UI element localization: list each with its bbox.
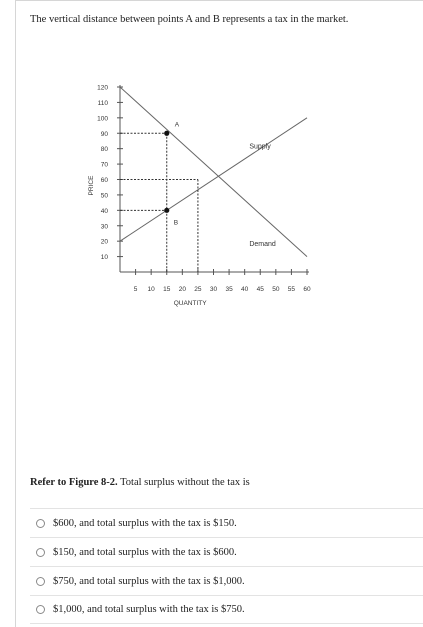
y-tick-label: 40: [100, 207, 108, 215]
y-tick-label: 10: [100, 254, 108, 262]
x-axis-label: QUANTITY: [173, 300, 207, 307]
x-tick-label: 25: [194, 286, 202, 293]
x-tick-label: 10: [147, 286, 155, 293]
point-a-marker: [164, 131, 169, 136]
x-tick-label: 60: [303, 286, 311, 293]
y-tick-label: 110: [97, 99, 108, 107]
answer-option-4[interactable]: [30, 595, 423, 624]
answer-option-label: $750, and total surplus with the tax is $1,000.: [53, 575, 245, 587]
answer-option-2[interactable]: [30, 537, 423, 566]
y-tick-label: 80: [100, 146, 108, 154]
y-tick-label: 70: [100, 161, 108, 169]
radio-button-icon[interactable]: [36, 519, 45, 528]
point-b-marker: [164, 208, 169, 213]
point-b-label: B: [173, 219, 179, 227]
x-tick-label: 30: [209, 286, 218, 293]
x-tick-label: 5: [133, 286, 138, 293]
y-tick-label: 120: [97, 84, 108, 92]
x-tick-label: 50: [272, 286, 280, 293]
y-tick-label: 60: [100, 177, 108, 184]
demand-label: Demand: [249, 240, 276, 248]
y-tick-label: 90: [100, 130, 108, 138]
answer-option-1[interactable]: [30, 508, 423, 537]
x-tick-label: 45: [256, 286, 264, 293]
x-tick-label: 55: [287, 286, 296, 293]
question-text: [30, 476, 420, 489]
x-tick-label: 20: [178, 286, 186, 293]
question-stem: Total surplus without the tax is: [117, 477, 250, 488]
figure-reference: Refer to Figure 8-2.: [30, 477, 118, 488]
question-prompt: The vertical distance between points A and B represents a tax in the market.: [30, 14, 349, 25]
answer-option-label: $1,000, and total surplus with the tax is $750.: [53, 604, 245, 615]
y-tick-label: 100: [97, 115, 108, 123]
x-tick-label: 35: [225, 286, 233, 293]
point-a-label: A: [174, 121, 180, 129]
answer-options: [30, 508, 423, 624]
answer-option-3[interactable]: [30, 566, 423, 595]
y-tick-label: 50: [100, 192, 108, 200]
radio-button-icon[interactable]: [36, 605, 45, 614]
x-tick-label: 15: [163, 286, 171, 293]
series-line-demand: [120, 87, 307, 257]
radio-button-icon[interactable]: [36, 548, 45, 557]
supply-label: Supply: [249, 143, 271, 151]
radio-button-icon[interactable]: [36, 577, 45, 586]
supply-demand-graph: [76, 81, 326, 311]
y-tick-label: 30: [100, 223, 108, 231]
question-panel: [15, 0, 423, 627]
y-tick-label: 20: [100, 238, 108, 246]
answer-option-label: $600, and total surplus with the tax is $150.: [53, 517, 237, 529]
answer-option-label: $150, and total surplus with the tax is $600.: [53, 546, 237, 558]
x-tick-label: 40: [241, 286, 249, 293]
y-axis-label: PRICE: [88, 175, 95, 196]
